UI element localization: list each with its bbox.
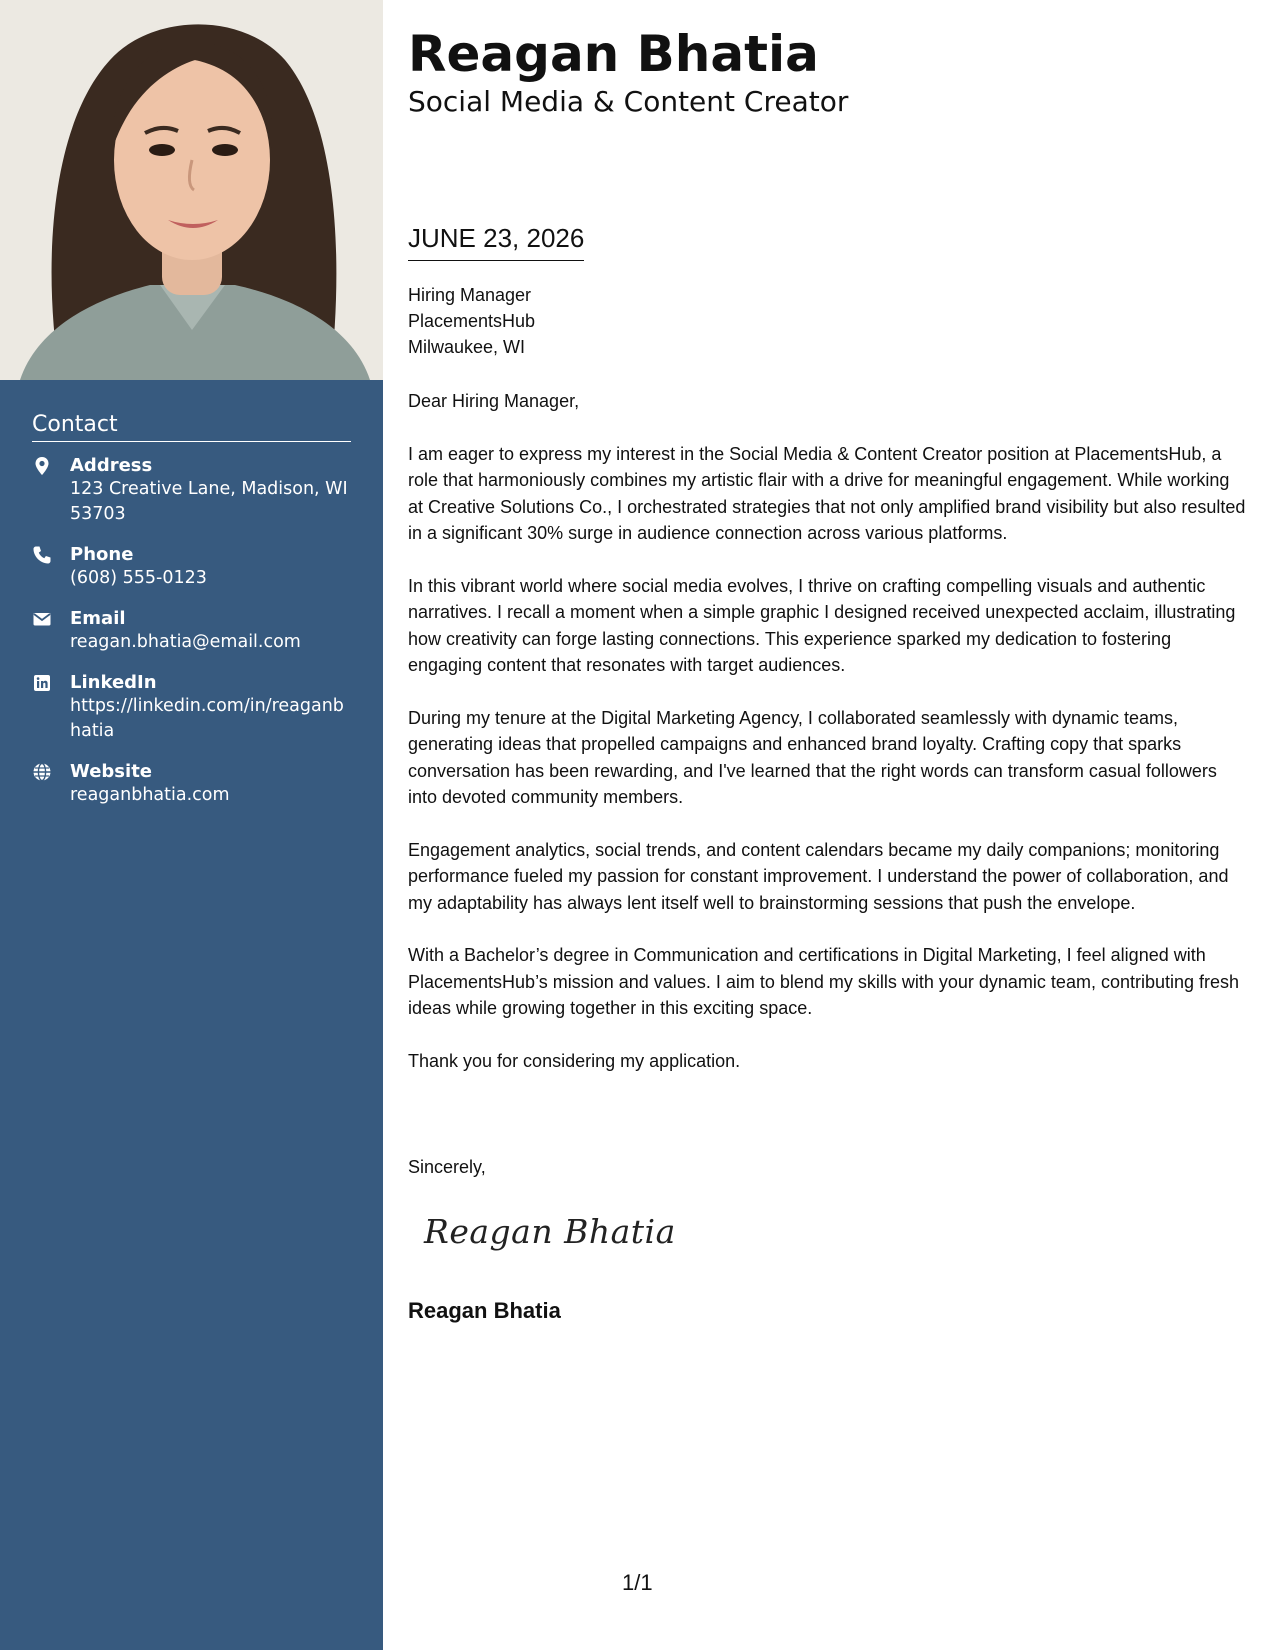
paragraph: Thank you for considering my application. — [408, 1050, 741, 1071]
map-pin-icon — [32, 456, 52, 476]
email-label: Email — [70, 608, 126, 629]
page-number: 1/1 — [622, 1570, 653, 1595]
salutation: Dear Hiring Manager, — [408, 391, 580, 411]
envelope-icon — [32, 609, 52, 629]
sidebar — [0, 0, 383, 1650]
paragraph: During my tenure at the Digital Marketing Agency, I collaborated seamlessly with dynamic teams, generating ideas that propelled campaigns and enhanced brand loyalty. Crafting copy that sparks conversation has been rewarding, and I've learned that the right words can transform casual followers into devoted community members. — [408, 707, 1217, 807]
signer-name: Reagan Bhatia — [408, 1298, 561, 1323]
recipient-title: Hiring Manager — [408, 285, 532, 305]
linkedin-value[interactable]: https://linkedin.com/in/reaganbhatia — [70, 696, 344, 741]
recipient-location: Milwaukee, WI — [408, 337, 526, 357]
linkedin-icon — [32, 673, 52, 693]
globe-icon — [32, 762, 52, 782]
address-value: 123 Creative Lane, Madison, WI 53703 — [70, 479, 348, 524]
email-value[interactable]: reagan.bhatia@email.com — [70, 632, 301, 652]
applicant-name: Reagan Bhatia — [408, 25, 819, 83]
contact-heading: Contact — [32, 412, 351, 442]
contact-website — [32, 760, 351, 808]
recipient-block — [408, 282, 535, 360]
paragraph: With a Bachelor’s degree in Communication and certifications in Digital Marketing, I feel aligned with PlacementsHub’s mission and values. I aim to blend my skills with your dynamic team, contributing fresh ideas while growing together in this exciting space. — [408, 945, 1240, 1018]
paragraph: I am eager to express my interest in the Social Media & Content Creator position at PlacementsHub, a role that harmoniously combines my artistic flair with a drive for meaningful engagement. While working at Creative Solutions Co., I orchestrated strategies that not only amplified brand visibility but also resulted in a significant 30% surge in audience connection across various platforms. — [408, 443, 1246, 543]
linkedin-label: LinkedIn — [70, 672, 157, 693]
paragraph: In this vibrant world where social media evolves, I thrive on crafting compelling visuals and authentic narratives. I recall a moment when a simple graphic I designed received unexpected acclaim, illustrating how creativity can forge lasting connections. This experience sparked my dedication to fostering engaging content that resonates with target audiences. — [408, 575, 1236, 675]
contact-address — [32, 454, 351, 527]
website-value[interactable]: reaganbhatia.com — [70, 785, 230, 805]
contact-section — [32, 412, 351, 824]
contact-email — [32, 607, 351, 655]
handwritten-signature: Reagan Bhatia — [424, 1212, 676, 1251]
profile-photo — [0, 0, 383, 380]
applicant-role: Social Media & Content Creator — [408, 85, 849, 118]
phone-value[interactable]: (608) 555-0123 — [70, 568, 207, 588]
closing: Sincerely, — [408, 1157, 486, 1177]
phone-label: Phone — [70, 544, 134, 565]
phone-icon — [32, 545, 52, 565]
letter-body — [408, 388, 1248, 1100]
website-label: Website — [70, 761, 153, 782]
address-label: Address — [70, 455, 153, 476]
recipient-company: PlacementsHub — [408, 311, 536, 331]
letter-date: JUNE 23, 2026 — [408, 222, 584, 261]
contact-linkedin — [32, 671, 351, 744]
paragraph: Engagement analytics, social trends, and content calendars became my daily companions; monitoring performance fueled my passion for constant improvement. I understand the power of collaboration, and my adaptability has always lent itself well to brainstorming sessions that push the envelope. — [408, 839, 1229, 913]
contact-phone — [32, 543, 351, 591]
